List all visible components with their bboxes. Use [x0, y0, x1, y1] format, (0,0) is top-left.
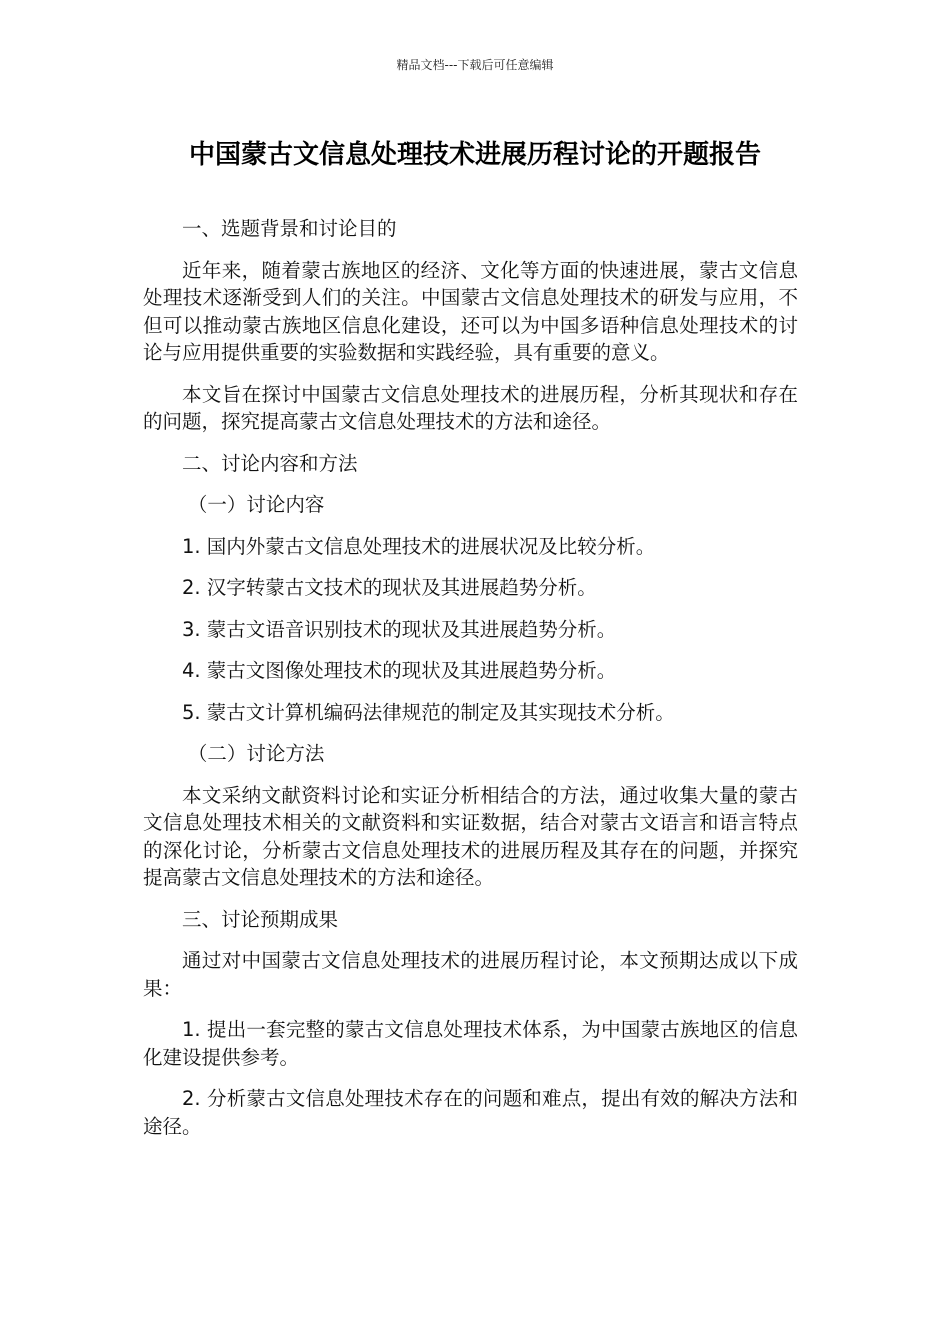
list-item-content-1: 1. 国内外蒙古文信息处理技术的进展状况及比较分析。 — [182, 534, 656, 558]
document-body — [143, 215, 798, 1154]
list-item-outcome-1: 1. 提出一套完整的蒙古文信息处理技术体系，为中国蒙古族地区的信息化建设提供参考。 — [143, 1018, 798, 1069]
paragraph-background: 近年来，随着蒙古族地区的经济、文化等方面的快速进展，蒙古文信息处理技术逐渐受到人们的关注。中国蒙古文信息处理技术的研发与应用，不但可以推动蒙古族地区信息化建设，还可以为中国多语种信息处理技术的讨论与应用提供重要的实验数据和实践经验，具有重要的意义。 — [143, 258, 798, 364]
list-item-content-2: 2. 汉字转蒙古文技术的现状及其进展趋势分析。 — [182, 576, 597, 599]
subsection-heading-content: （一）讨论内容 — [187, 493, 325, 516]
list-item-outcome-2: 2. 分析蒙古文信息处理技术存在的问题和难点，提出有效的解决方法和途径。 — [143, 1087, 798, 1138]
paragraph-outcomes-intro: 通过对中国蒙古文信息处理技术的进展历程讨论，本文预期达成以下成果： — [143, 949, 798, 1000]
document-title: 中国蒙古文信息处理技术进展历程讨论的开题报告 — [188, 140, 761, 170]
section-heading-background: 一、选题背景和讨论目的 — [182, 217, 397, 240]
list-item-content-5: 5. 蒙古文计算机编码法律规范的制定及其实现技术分析。 — [182, 700, 675, 724]
paragraph-purpose: 本文旨在探讨中国蒙古文信息处理技术的进展历程，分析其现状和存在的问题，探究提高蒙古文信息处理技术的方法和途径。 — [143, 382, 798, 433]
paragraph-methods: 本文采纳文献资料讨论和实证分析相结合的方法，通过收集大量的蒙古文信息处理技术相关的文献资料和实证数据，结合对蒙古文语言和语言特点的深化讨论，分析蒙古文信息处理技术的进展历程及其存在的问题，并探究提高蒙古文信息处理技术的方法和途径。 — [143, 783, 798, 889]
list-item-content-4: 4. 蒙古文图像处理技术的现状及其进展趋势分析。 — [182, 659, 617, 682]
subsection-heading-methods: （二）讨论方法 — [187, 742, 325, 765]
page-header: 精品文档---下载后可任意编辑 — [396, 58, 554, 72]
section-heading-outcomes: 三、讨论预期成果 — [182, 907, 339, 931]
section-heading-content-methods: 二、讨论内容和方法 — [182, 451, 358, 475]
list-item-content-3: 3. 蒙古文语音识别技术的现状及其进展趋势分析。 — [182, 617, 617, 641]
